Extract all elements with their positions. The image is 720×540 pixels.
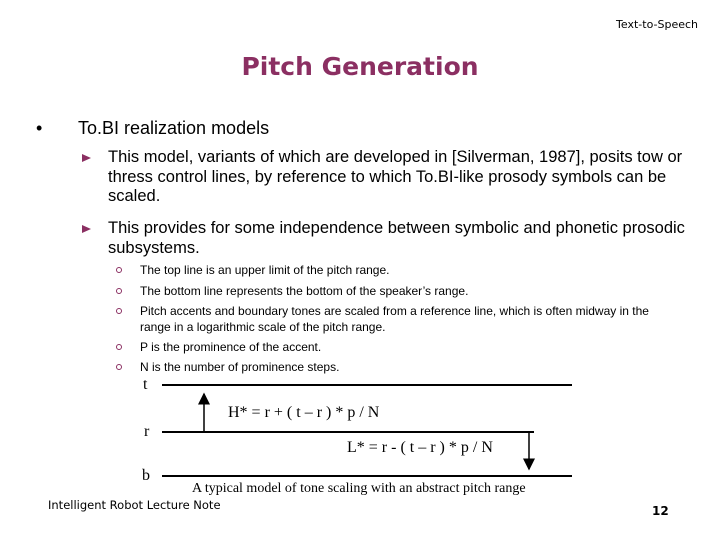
bullet-level2-text: This model, variants of which are developed in [Silverman, 1987], posits tow or thress control lines, by reference to which To.BI-like prosody symbols can be scaled. [108, 148, 683, 205]
reference-line-label: r [144, 423, 150, 440]
bullet-level3-text: The top line is an upper limit of the pitch range. [140, 263, 390, 277]
bullet-dot-icon: • [36, 118, 43, 138]
header-label: Text-to-Speech [616, 18, 698, 31]
bottom-line-label: b [142, 467, 150, 484]
top-line-label: t [143, 376, 148, 393]
bullet-level3-text: The bottom line represents the bottom of the speaker’s range. [140, 284, 469, 298]
footer-label: Intelligent Robot Lecture Note [48, 498, 221, 512]
formula-high: H* = r + ( t – r ) * p / N [228, 404, 380, 421]
bullet-level1-text: To.BI realization models [78, 118, 270, 138]
page-number: 12 [652, 504, 669, 518]
bullet-level2-text: This provides for some independence between symbolic and phonetic prosodic subsystems. [108, 219, 685, 257]
slide-title: Pitch Generation [241, 52, 479, 81]
formula-low: L* = r - ( t – r ) * p / N [347, 439, 493, 456]
bullet-level3-text: P is the prominence of the accent. [140, 340, 322, 354]
bullet-level3-text: N is the number of prominence steps. [140, 360, 340, 374]
bullet-level3-text: Pitch accents and boundary tones are scaled from a reference line, which is often midway in the range in a logarithmic scale of the pitch range. [140, 304, 649, 334]
diagram-caption: A typical model of tone scaling with an abstract pitch range [192, 481, 526, 496]
